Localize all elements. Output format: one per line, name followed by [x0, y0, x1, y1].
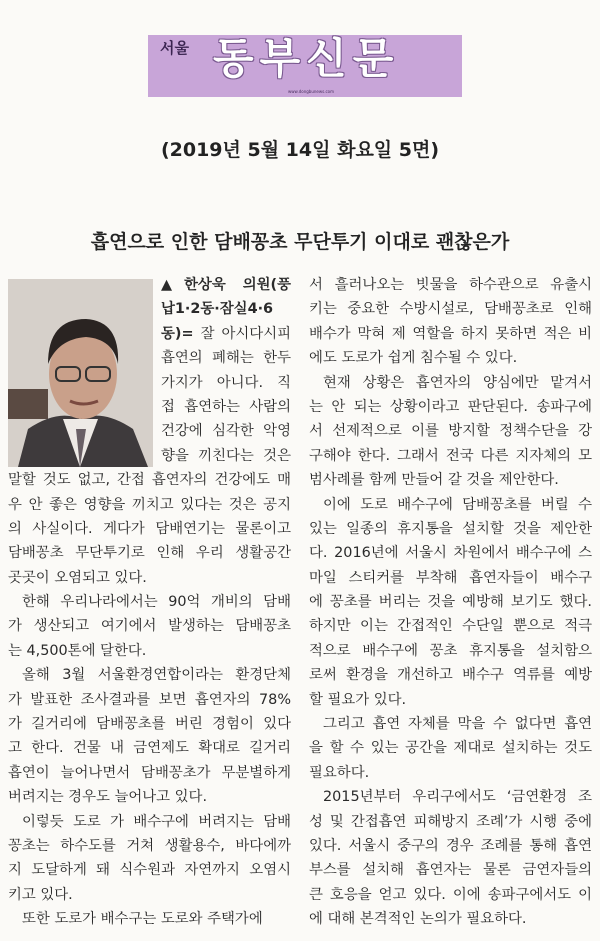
article-text-line: 키는 중요한 수방시설로, 담배꽁초로 인해 [309, 301, 592, 318]
article-text-line: 한해 우리나라에서는 90억 개비의 담배 [22, 594, 291, 611]
masthead-prefix: 서울 [160, 39, 189, 57]
masthead-logo [148, 35, 462, 97]
article-text-line: 가 생산되고 여기에서 발생하는 담배꽁초 [8, 618, 291, 635]
article-text-line: 에 꽁초를 버리는 것을 예방해 보기도 했다. [309, 594, 592, 611]
article-text-line: 에도 도로가 쉽게 침수될 수 있다. [309, 350, 518, 367]
article-text-line: 이에 도로 배수구에 담배꽁초를 버릴 수 [323, 496, 592, 513]
article-text-line: 을 할 수 있는 공간을 제대로 설치하는 것도 [309, 740, 592, 757]
article-text-line: 범사례를 함께 만들어 갈 것을 제안한다. [309, 472, 559, 489]
article-column-right [309, 273, 592, 932]
article-text-line: 부스를 설치해 흡연자는 물론 금연자들의 [309, 862, 592, 879]
article-text-line: 큰 호응을 얻고 있다. 이에 송파구에서도 이 [309, 886, 592, 903]
article-text-line: 지 도달하게 돼 식수원과 자연까지 오염시 [8, 862, 291, 879]
article-text-line: 적으로 배수구에 꽁초 휴지통을 설치함으 [309, 642, 592, 659]
byline: 동)= [161, 325, 194, 342]
article-text-line: 흡연이 늘어나면서 담배꽁초가 무분별하게 [8, 764, 291, 781]
article-text-line: 현재 상황은 흡연자의 양심에만 맡겨서 [323, 374, 592, 391]
article-text-line: 서 선제적으로 이를 방지할 정책수단을 강 [309, 423, 592, 440]
masthead-name: 동부신문 [213, 35, 400, 83]
article-text-line: 에 대해 본격적인 논의가 필요하다. [309, 911, 527, 928]
article-text-line: 있는 일종의 휴지통을 설치할 것을 제안한 [309, 520, 592, 537]
article-text-line: 버려지는 경우도 늘어나고 있다. [8, 789, 208, 806]
author-photo [8, 279, 153, 467]
article-text-line: 그리고 흡연 자체를 막을 수 없다면 흡연 [323, 716, 592, 733]
article-text-line: 2015년부터 우리구에서도 ‘금연환경 조 [323, 789, 592, 806]
article-text-line: 는 4,500톤에 달한다. [8, 642, 147, 659]
article-text-line: 곳곳이 오염되고 있다. [8, 569, 147, 586]
masthead-tagline: www.dongbunews.com [288, 89, 335, 94]
date-line: (2019년 5월 14일 화요일 5면) [160, 139, 440, 161]
article-text-line: 고 한다. 건물 내 금연제도 확대로 길거리 [8, 740, 291, 757]
article-text-line: 의 사실이다. 게다가 담배연기는 물론이고 [8, 520, 291, 537]
article-text-line: 필요하다. [309, 764, 370, 781]
article-text-line: 는 안 되는 상황이라고 판단된다. 송파구에 [309, 398, 592, 415]
article-text-line: 하지만 이는 간접적인 수단일 뿐으로 적극 [309, 618, 592, 635]
article-text-line: 성 및 간접흡연 피해방지 조례’가 시행 중에 [309, 813, 592, 830]
article-text-line: 납1·2동·잠실4·6 [161, 301, 274, 318]
article-text-line: 담배꽁초 무단투기로 인해 우리 생활공간 [8, 545, 291, 562]
article-text-line: 말할 것도 없고, 간접 흡연자의 건강에도 매 [8, 472, 291, 489]
article-text-line: 배수가 막혀 제 역할을 하지 못하면 적은 비 [309, 325, 592, 342]
article-text-line: 키고 있다. [8, 886, 73, 903]
article-text-line: 건강에 심각한 악영 [161, 423, 291, 440]
article-text-line: 동)= 잘 아시다시피 [161, 325, 291, 342]
article-text-line: ▲한상욱 의원(풍 [161, 277, 291, 293]
article-text-line: 다. 2016년에 서울시 차원에서 배수구에 스 [309, 545, 592, 562]
article-text-line: 이렇듯 도로 가 배수구에 버려지는 담배 [22, 813, 291, 830]
article-text-line: 가 발표한 조사결과를 보면 흡연자의 78% [8, 691, 291, 708]
article-text-line: 가 길거리에 담배꽁초를 버린 경험이 있다 [8, 716, 291, 733]
article-column-left [8, 273, 291, 932]
article-text-line: 흡연의 폐해는 한두 [161, 350, 291, 367]
article-text-line: 올해 3월 서울환경연합이라는 환경단체 [22, 667, 291, 684]
article-text-line: 구해야 한다. 그래서 전국 다른 지자체의 모 [309, 447, 592, 464]
article-text-line: 꽁초는 하수도를 거쳐 생활용수, 바다에까 [8, 837, 291, 854]
article-headline: 흡연으로 인한 담배꽁초 무단투기 이대로 괜찮은가 [90, 231, 510, 253]
article-text-line: 할 필요가 있다. [309, 691, 407, 708]
article-text-line: 서 흘러나오는 빗물을 하수관으로 유출시 [309, 277, 592, 293]
article-text-line: 있다. 서울시 중구의 경우 조례를 통해 흡연 [309, 837, 592, 854]
article-text-line: 로써 환경을 개선하고 배수구 역류를 예방 [309, 667, 592, 684]
article-text-line: 가지가 아니다. 직 [161, 374, 291, 391]
article-text-line: 향을 끼친다는 것은 [161, 447, 291, 464]
article-text-line: 접 흡연하는 사람의 [161, 398, 291, 415]
article-text-line: 마일 스티커를 부착해 흡연자들이 배수구 [309, 569, 592, 586]
article-text-line: 또한 도로가 배수구는 도로와 주택가에 [22, 911, 263, 928]
article-text-line: 우 안 좋은 영향을 끼치고 있다는 것은 공지 [8, 496, 291, 513]
